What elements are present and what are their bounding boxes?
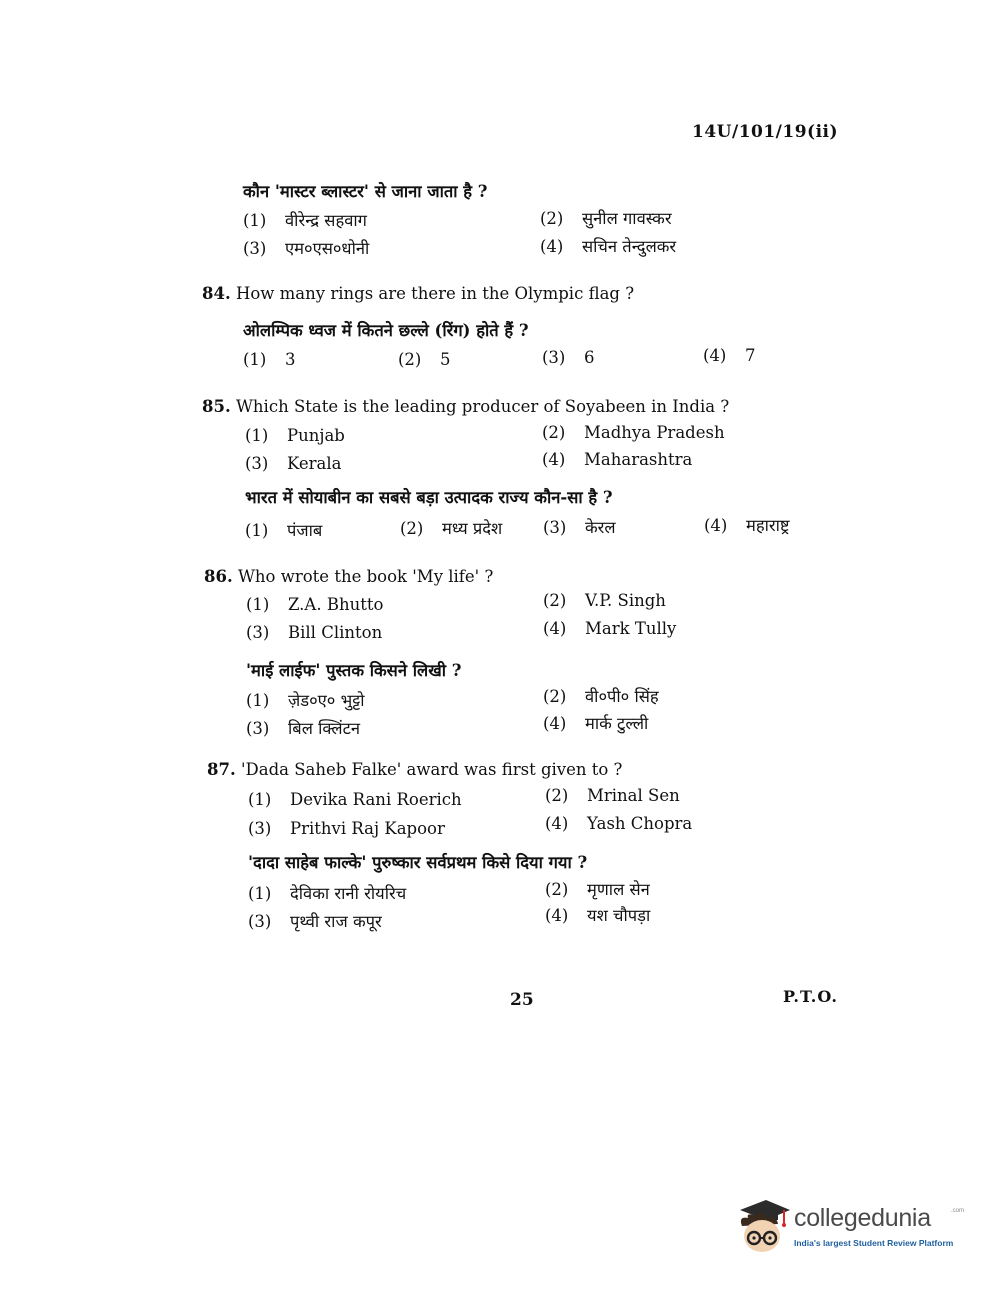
q87-option-1 — [248, 790, 462, 809]
q86-hindi-option-4 — [543, 711, 648, 734]
option-text: बिल क्लिंटन — [288, 719, 361, 738]
q86-option-4 — [543, 619, 676, 638]
q86-hindi-option-2 — [543, 684, 659, 707]
option-number: (1) — [245, 521, 269, 540]
option-text: सुनील गावस्कर — [582, 209, 672, 228]
option-text: पृथ्वी राज कपूर — [290, 912, 382, 931]
q85-hindi-option-4 — [704, 513, 790, 536]
option-text: ज़ेड०ए० भुट्टो — [288, 691, 365, 710]
q84-option-3 — [542, 348, 595, 367]
option-number: (3) — [245, 454, 269, 473]
option-text: मध्य प्रदेश — [442, 519, 503, 538]
option-number: (2) — [543, 591, 567, 610]
option-number: (3) — [246, 719, 270, 738]
option-text: महाराष्ट्र — [746, 516, 790, 535]
q87-option-3 — [248, 819, 445, 838]
option-number: (1) — [243, 350, 267, 369]
option-number: (4) — [703, 346, 727, 365]
q86-hindi-option-3 — [246, 716, 360, 739]
option-number: (2) — [543, 687, 567, 706]
option-number: (1) — [248, 884, 272, 903]
q87-hindi-option-1 — [248, 881, 406, 904]
option-text: मृणाल सेन — [587, 880, 650, 899]
q85-option-2 — [542, 423, 725, 442]
option-number: (1) — [246, 691, 270, 710]
q84-option-1 — [243, 350, 296, 369]
option-text: V.P. Singh — [585, 591, 666, 610]
option-text: 3 — [285, 350, 296, 369]
option-text: एम०एस०धोनी — [285, 239, 370, 258]
option-number: (2) — [398, 350, 422, 369]
logo-wordmark: collegedunia — [794, 1204, 931, 1232]
option-number: (3) — [246, 623, 270, 642]
option-text: Prithvi Raj Kapoor — [290, 819, 445, 838]
q85-option-4 — [542, 450, 692, 469]
option-text: Punjab — [287, 426, 345, 445]
option-text: वीरेन्द्र सहवाग — [285, 211, 367, 230]
logo-tagline: India's largest Student Review Platform — [794, 1238, 954, 1248]
option-text: केरल — [585, 518, 616, 537]
option-number: (2) — [400, 519, 424, 538]
page-number: 25 — [510, 990, 534, 1010]
question-text: Who wrote the book 'My life' ? — [237, 567, 494, 586]
option-number: (4) — [704, 516, 728, 535]
q86-hindi-option-1 — [246, 688, 365, 711]
q85-question — [202, 397, 729, 416]
option-text: यश चौपड़ा — [587, 906, 651, 925]
q86-option-1 — [246, 595, 383, 614]
q84-option-4 — [703, 346, 756, 365]
q85-hindi-option-3 — [543, 515, 616, 538]
option-text: 6 — [584, 348, 595, 367]
q87-hindi-text: 'दादा साहेब फाल्के' पुरुष्कार सर्वप्रथम किसे दिया गया ? — [248, 853, 588, 872]
option-number: (3) — [543, 518, 567, 537]
option-number: (4) — [545, 906, 569, 925]
q86-question — [204, 567, 493, 586]
option-text: Bill Clinton — [288, 623, 383, 642]
q85-hindi-text: भारत में सोयाबीन का सबसे बड़ा उत्पादक राज्य कौन-सा है ? — [245, 488, 613, 507]
q85-hindi-option-1 — [245, 518, 322, 541]
question-text: Which State is the leading producer of Soyabeen in India ? — [235, 397, 730, 416]
q87-option-4 — [545, 814, 692, 833]
question-number: 84. — [202, 284, 231, 303]
option-text: Maharashtra — [584, 450, 693, 469]
option-number: (1) — [245, 426, 269, 445]
option-number: (1) — [246, 595, 270, 614]
q83-option-2 — [540, 206, 672, 229]
q83-hindi-text: कौन 'मास्टर ब्लास्टर' से जाना जाता है ? — [243, 182, 488, 201]
q85-option-1 — [245, 426, 345, 445]
option-number: (3) — [542, 348, 566, 367]
option-text: Mark Tully — [585, 619, 677, 638]
q87-hindi-option-3 — [248, 909, 382, 932]
option-number: (4) — [540, 237, 564, 256]
q84-option-2 — [398, 350, 451, 369]
option-number: (4) — [543, 619, 567, 638]
option-text: वी०पी० सिंह — [585, 687, 659, 706]
question-text: How many rings are there in the Olympic flag ? — [235, 284, 635, 303]
option-text: Kerala — [287, 454, 342, 473]
q86-option-3 — [246, 623, 382, 642]
option-text: 5 — [440, 350, 451, 369]
pto-label: P.T.O. — [783, 987, 838, 1006]
option-text: मार्क टुल्ली — [585, 714, 649, 733]
option-text: सचिन तेन्दुलकर — [582, 237, 677, 256]
q83-option-4 — [540, 234, 676, 257]
option-text: Mrinal Sen — [587, 786, 680, 805]
q85-hindi-option-2 — [400, 516, 502, 539]
option-number: (4) — [542, 450, 566, 469]
option-number: (4) — [543, 714, 567, 733]
option-number: (3) — [248, 912, 272, 931]
q87-hindi-option-4 — [545, 903, 650, 926]
q87-option-2 — [545, 786, 680, 805]
option-number: (1) — [248, 790, 272, 809]
option-text: पंजाब — [287, 521, 323, 540]
q84-hindi-text: ओलम्पिक ध्वज में कितने छल्ले (रिंग) होते हैं ? — [243, 321, 529, 340]
option-text: Madhya Pradesh — [584, 423, 725, 442]
question-number: 85. — [202, 397, 231, 416]
option-number: (2) — [540, 209, 564, 228]
collegedunia-logo — [732, 1196, 965, 1260]
q84-question — [202, 284, 634, 303]
option-text: Devika Rani Roerich — [290, 790, 462, 809]
option-text: Z.A. Bhutto — [288, 595, 384, 614]
option-number: (2) — [545, 880, 569, 899]
mascot-icon — [732, 1196, 794, 1260]
q87-question — [207, 760, 622, 779]
q86-hindi-text: 'माई लाईफ' पुस्तक किसने लिखी ? — [246, 661, 462, 680]
q87-hindi-option-2 — [545, 877, 650, 900]
option-text: 7 — [745, 346, 756, 365]
option-number: (3) — [248, 819, 272, 838]
paper-code: 14U/101/19(ii) — [692, 122, 839, 142]
logo-tld: .com — [951, 1208, 965, 1214]
q86-option-2 — [543, 591, 666, 610]
option-text: Yash Chopra — [587, 814, 693, 833]
question-number: 87. — [207, 760, 236, 779]
q83-option-1 — [243, 208, 367, 231]
option-text: देविका रानी रोयरिच — [290, 884, 407, 903]
option-number: (1) — [243, 211, 267, 230]
q85-option-3 — [245, 454, 342, 473]
option-number: (2) — [545, 786, 569, 805]
q83-option-3 — [243, 236, 369, 259]
question-number: 86. — [204, 567, 233, 586]
option-number: (2) — [542, 423, 566, 442]
option-number: (4) — [545, 814, 569, 833]
option-number: (3) — [243, 239, 267, 258]
question-text: 'Dada Saheb Falke' award was first given to ? — [240, 760, 623, 779]
